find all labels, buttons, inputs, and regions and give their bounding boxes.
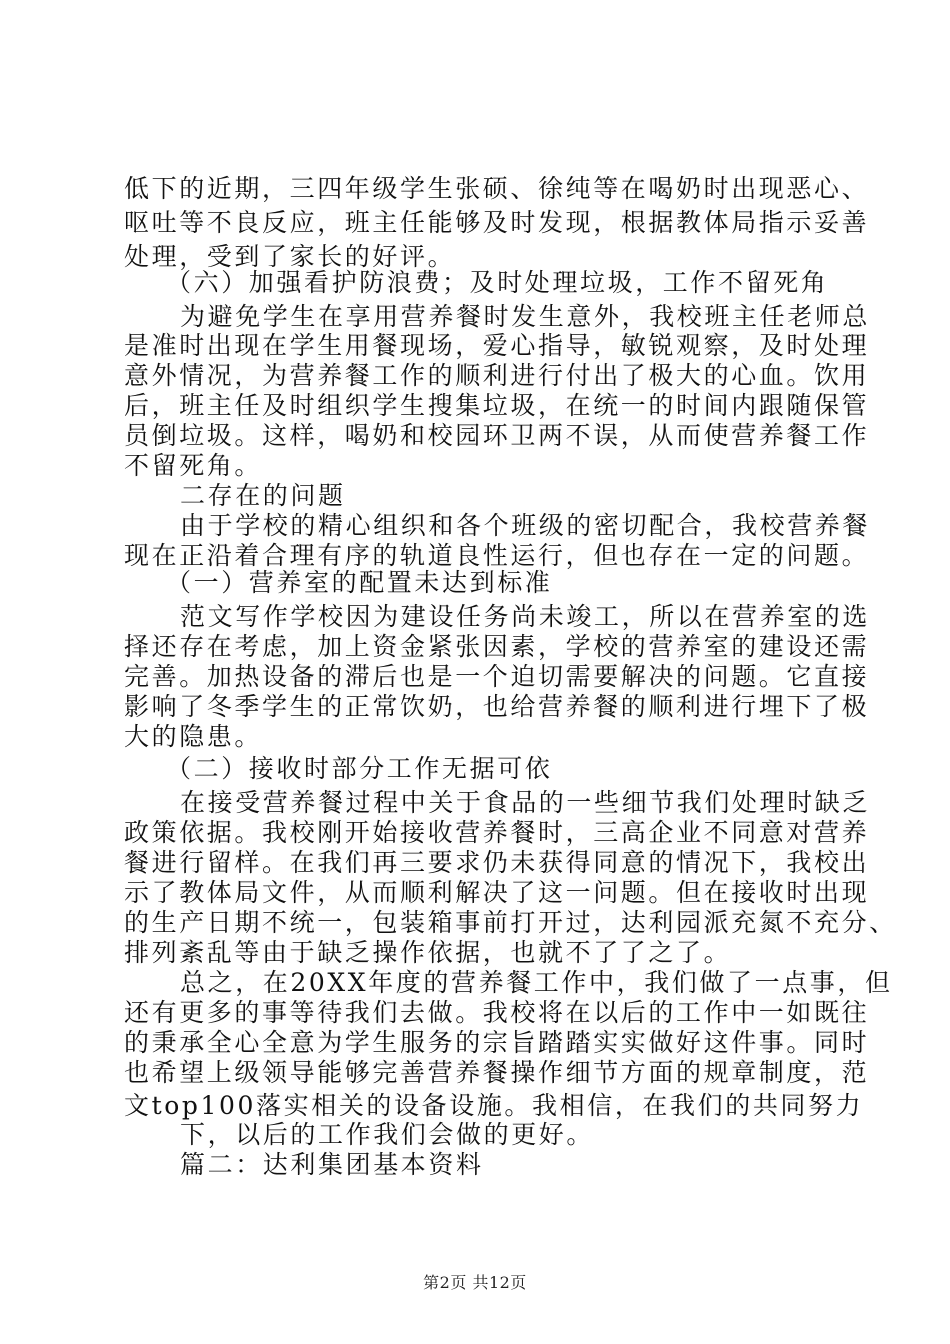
body-line: 也希望上级领导能够完善营养餐操作细节方面的规章制度，范 bbox=[124, 1058, 870, 1087]
section-heading: （六）加强看护防浪费；及时处理垃圾，工作不留死角 bbox=[166, 268, 829, 297]
body-line: 大的隐患。 bbox=[124, 722, 263, 751]
section-heading: （二）接收时部分工作无据可依 bbox=[166, 754, 553, 783]
body-line: 政策依据。我校刚开始接收营养餐时，三高企业不同意对营养 bbox=[124, 818, 870, 847]
body-line: 的秉承全心全意为学生服务的宗旨踏踏实实做好这件事。同时 bbox=[124, 1028, 870, 1057]
body-line: 不留死角。 bbox=[124, 451, 263, 480]
section-heading: 二存在的问题 bbox=[180, 481, 346, 510]
body-line: 是准时出现在学生用餐现场，爱心指导，敏锐观察，及时处理 bbox=[124, 331, 870, 360]
page-footer: 第2页 共12页 bbox=[423, 1273, 527, 1292]
body-line: 的生产日期不统一，包装箱事前打开过，达利园派充氮不充分、 bbox=[124, 908, 897, 937]
body-line: 餐进行留样。在我们再三要求仍未获得同意的情况下，我校出 bbox=[124, 848, 870, 877]
body-line: 择还存在考虑，加上资金紧张因素，学校的营养室的建设还需 bbox=[124, 632, 870, 661]
body-line: 低下的近期，三四年级学生张硕、徐纯等在喝奶时出现恶心、 bbox=[124, 174, 870, 203]
body-line: 文top100落实相关的设备设施。我相信，在我们的共同努力 bbox=[124, 1091, 864, 1120]
body-line: 在接受营养餐过程中关于食品的一些细节我们处理时缺乏 bbox=[180, 788, 871, 817]
body-line: 后，班主任及时组织学生搜集垃圾，在统一的时间内跟随保管 bbox=[124, 391, 870, 420]
body-line: 为避免学生在享用营养餐时发生意外，我校班主任老师总 bbox=[180, 302, 871, 331]
body-line: 呕吐等不良反应，班主任能够及时发现，根据教体局指示妥善 bbox=[124, 208, 870, 237]
body-line: 由于学校的精心组织和各个班级的密切配合，我校营养餐 bbox=[180, 511, 871, 540]
body-line: 员倒垃圾。这样，喝奶和校园环卫两不误，从而使营养餐工作 bbox=[124, 421, 870, 450]
body-line: 影响了冬季学生的正常饮奶，也给营养餐的顺利进行埋下了极 bbox=[124, 692, 870, 721]
body-line: 现在正沿着合理有序的轨道良性运行，但也存在一定的问题。 bbox=[124, 541, 870, 570]
section-heading: 篇二：达利集团基本资料 bbox=[180, 1150, 484, 1179]
body-line: 还有更多的事等待我们去做。我校将在以后的工作中一如既往 bbox=[124, 998, 870, 1027]
body-line: 处理，受到了家长的好评。 bbox=[124, 242, 456, 271]
body-line: 意外情况，为营养餐工作的顺利进行付出了极大的心血。饮用 bbox=[124, 361, 870, 390]
body-line: 范文写作学校因为建设任务尚未竣工，所以在营养室的选 bbox=[180, 602, 871, 631]
body-line: 示了教体局文件，从而顺利解决了这一问题。但在接收时出现 bbox=[124, 878, 870, 907]
body-line: 完善。加热设备的滞后也是一个迫切需要解决的问题。它直接 bbox=[124, 662, 870, 691]
body-line: 总之，在20XX年度的营养餐工作中，我们做了一点事，但 bbox=[180, 968, 893, 997]
body-line: 下，以后的工作我们会做的更好。 bbox=[180, 1120, 595, 1149]
body-line: 排列紊乱等由于缺乏操作依据，也就不了了之了。 bbox=[124, 938, 732, 967]
section-heading: （一）营养室的配置未达到标准 bbox=[166, 568, 553, 597]
